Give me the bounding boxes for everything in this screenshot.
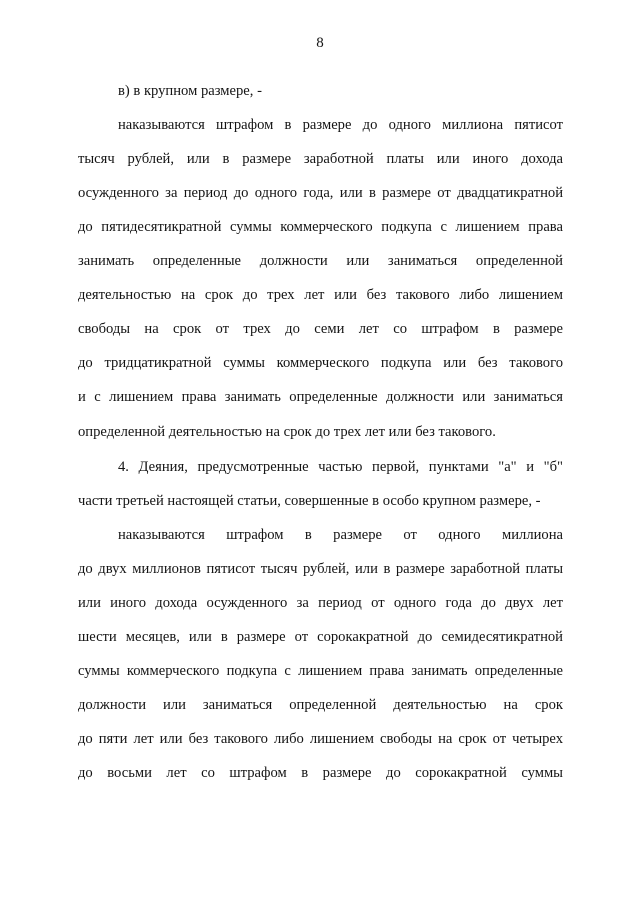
text-line: до двух миллионов пятисот тысяч рублей, или в размере заработной платы	[78, 561, 563, 577]
text-line: свободы на срок от трех до семи лет со штрафом в размере	[78, 321, 563, 337]
text-line: тысяч рублей, или в размере заработной платы или иного дохода	[78, 151, 563, 167]
text-line: осужденного за период до одного года, или в размере от двадцатикратной	[78, 185, 563, 201]
page-number: 8	[316, 35, 324, 51]
text-line: в) в крупном размере, -	[118, 83, 262, 99]
text-line: наказываются штрафом в размере от одного миллиона	[118, 527, 563, 543]
text-line: суммы коммерческого подкупа с лишением права занимать определенные	[78, 663, 563, 679]
text-line: или иного дохода осужденного за период от одного года до двух лет	[78, 595, 563, 611]
text-line: до пятидесятикратной суммы коммерческого подкупа с лишением права	[78, 219, 563, 235]
text-line: части третьей настоящей статьи, совершенные в особо крупном размере, -	[78, 493, 541, 509]
document-body	[78, 74, 563, 790]
text-line: занимать определенные должности или заниматься определенной	[78, 253, 563, 269]
text-line: наказываются штрафом в размере до одного миллиона пятисот	[118, 117, 563, 133]
text-line: до тридцатикратной суммы коммерческого подкупа или без такового	[78, 355, 563, 371]
text-line: до восьми лет со штрафом в размере до сорокакратной суммы	[78, 765, 563, 781]
text-line: шести месяцев, или в размере от сорокакратной до семидесятикратной	[78, 629, 563, 645]
text-line: до пяти лет или без такового либо лишением свободы на срок от четырех	[78, 731, 563, 747]
text-line: деятельностью на срок до трех лет или без такового либо лишением	[78, 287, 563, 303]
text-line: 4. Деяния, предусмотренные частью первой, пунктами "а" и "б"	[118, 459, 563, 475]
text-line: должности или заниматься определенной деятельностью на срок	[78, 697, 563, 713]
text-line: и с лишением права занимать определенные должности или заниматься	[78, 389, 563, 405]
text-line: определенной деятельностью на срок до трех лет или без такового.	[78, 424, 496, 440]
